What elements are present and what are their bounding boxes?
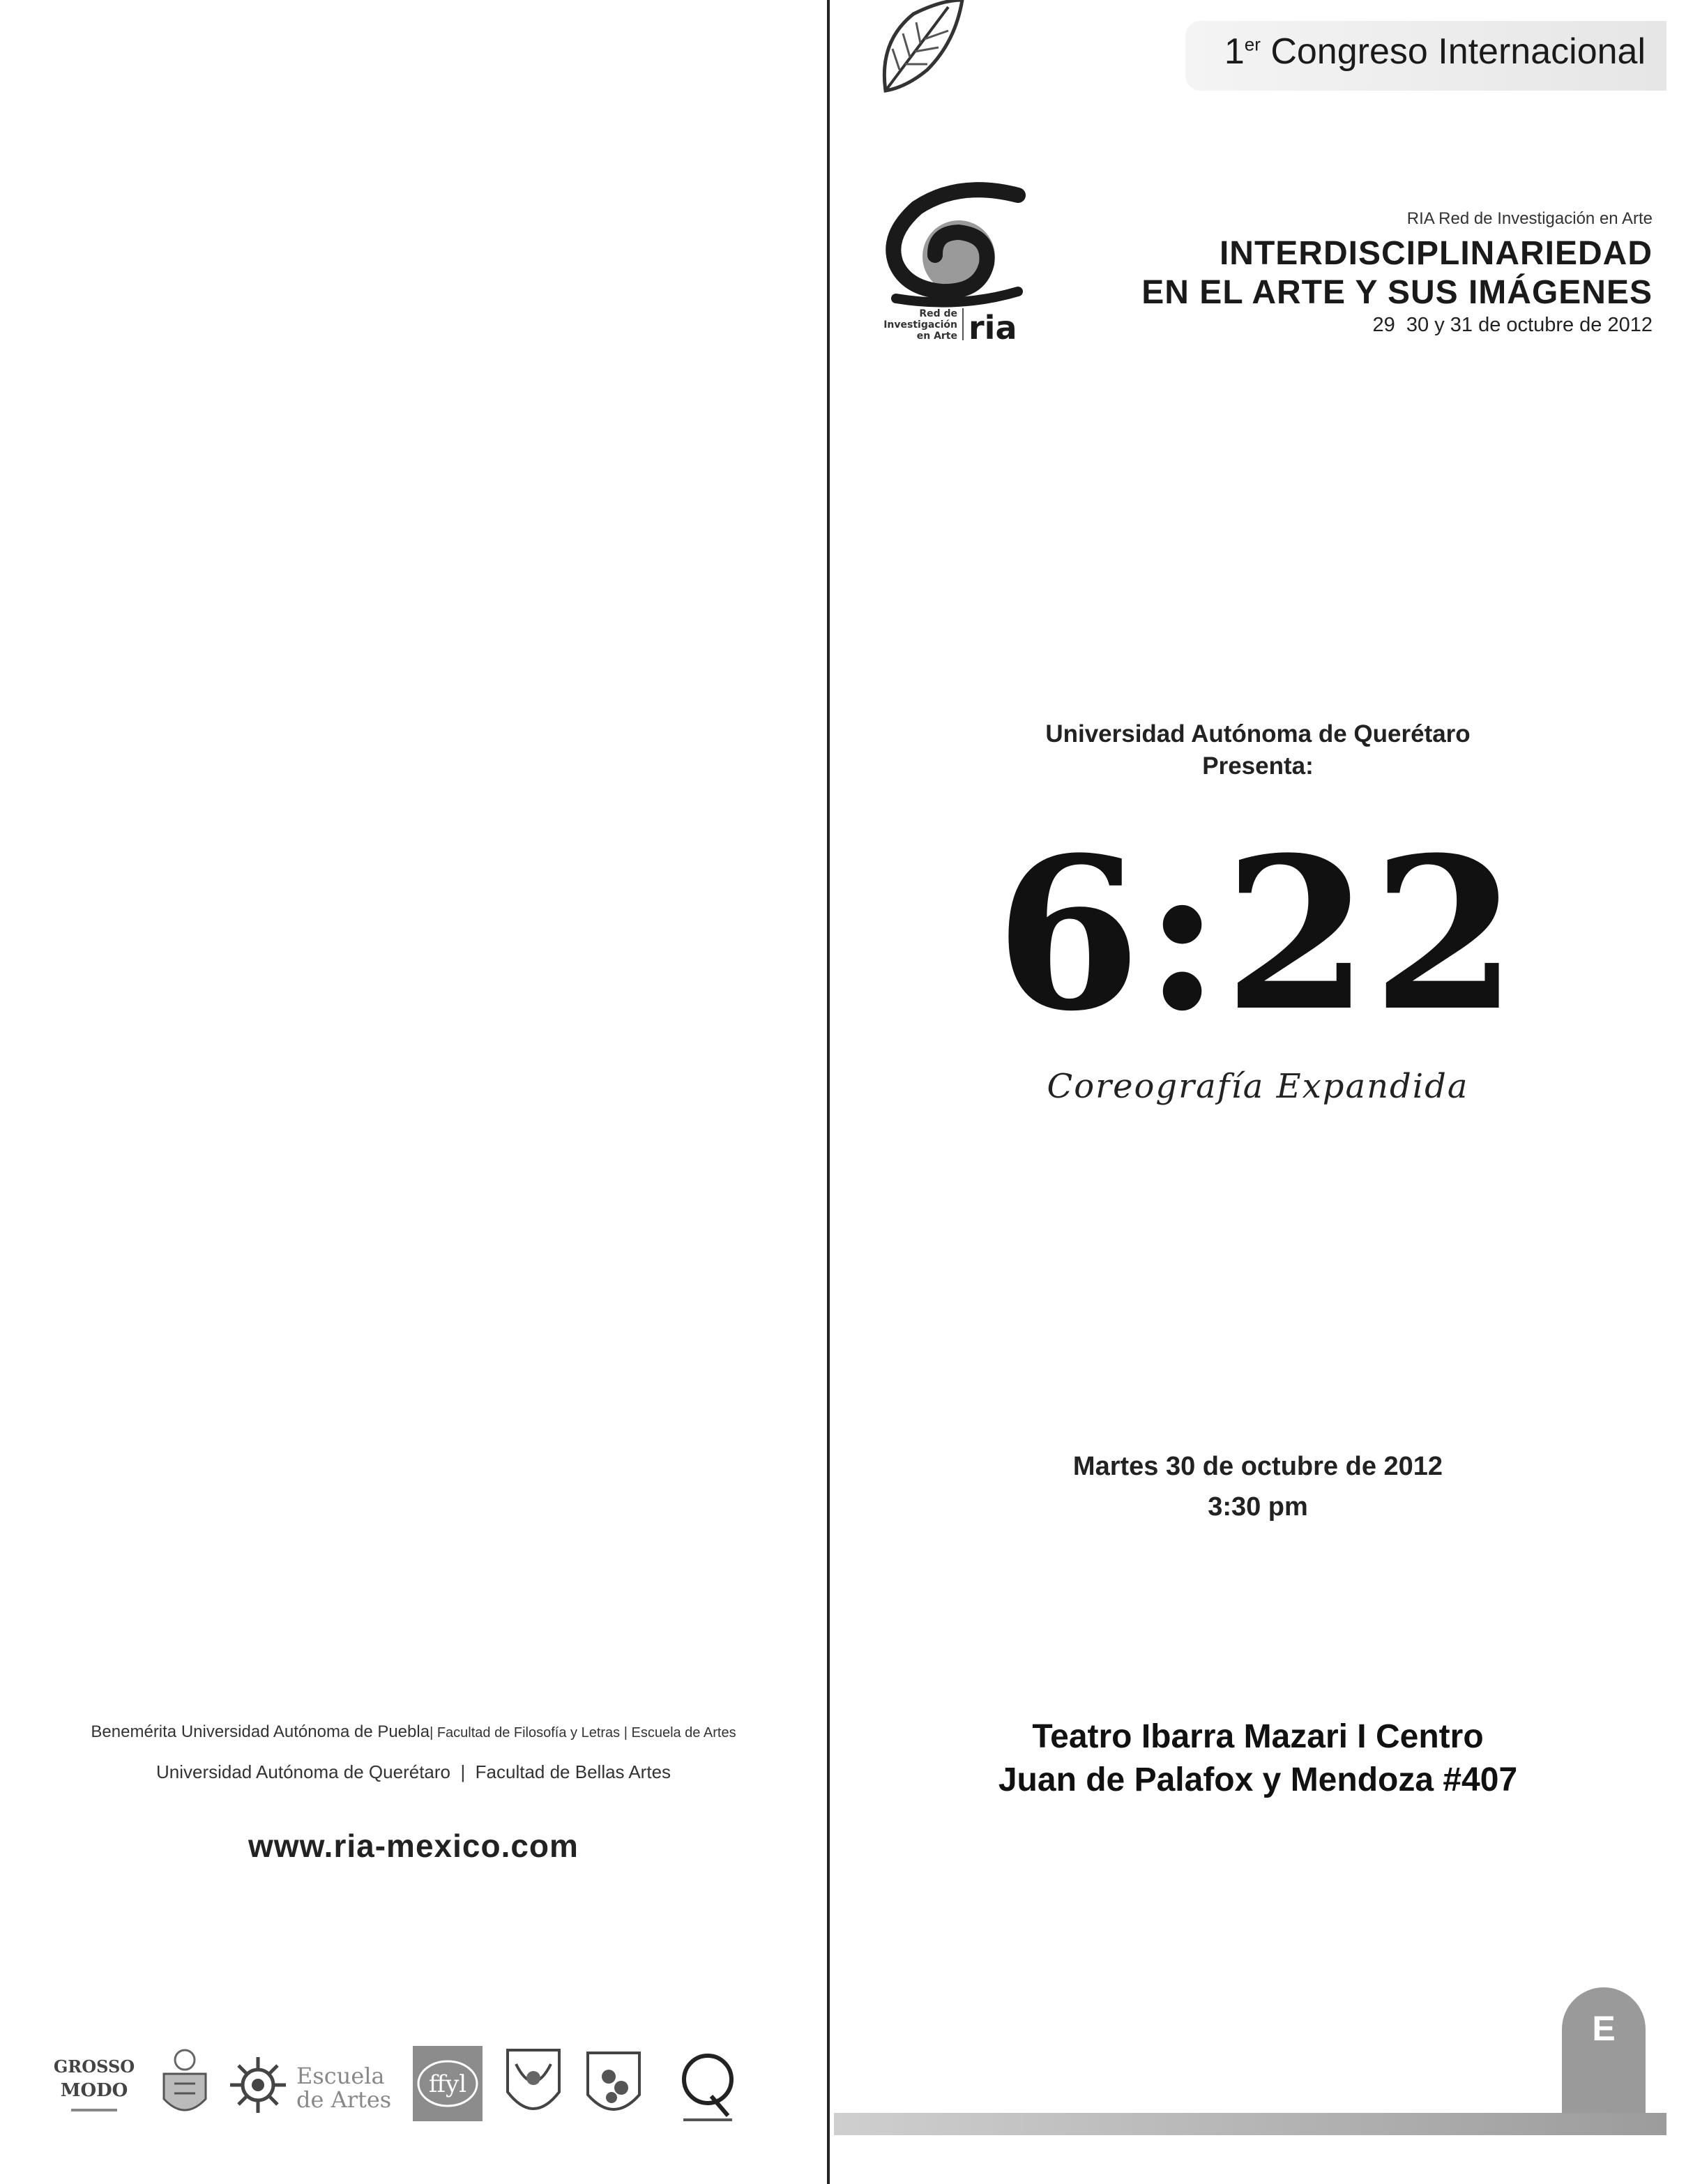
institution-line-2: Universidad Autónoma de Querétaro | Facultad de Bellas Artes <box>155 1761 671 1782</box>
conference-header <box>1025 209 1653 337</box>
institution-line-1 <box>0 1722 827 1742</box>
congress-label: Congreso Internacional <box>1270 31 1646 72</box>
event-datetime <box>830 1446 1686 1527</box>
ria-logo <box>875 180 1042 347</box>
conference-title-line-2: EN EL ARTE Y SUS IMÁGENES <box>1141 274 1653 311</box>
ria-logo-line-2: Investigación <box>883 319 957 331</box>
faculty-crest-icon <box>502 2043 565 2127</box>
presenter-block <box>830 718 1686 782</box>
network-name: RIA Red de Investigación en Arte <box>1406 209 1653 228</box>
escuela-logo-word-2: de Artes <box>296 2086 392 2113</box>
congress-number: 1 <box>1224 31 1245 72</box>
performance-title: 6:22 <box>995 811 1521 1057</box>
performance-subtitle: Coreografía Expandida <box>1047 1067 1469 1106</box>
ria-logo-abbr: ria <box>969 309 1017 347</box>
presenter-university: Universidad Autónoma de Querétaro <box>1045 720 1471 748</box>
grosso-logo-word-2: MODO <box>60 2080 128 2101</box>
university-crest-icon <box>153 2043 216 2127</box>
institution-puebla: Benemérita Universidad Autónoma de Puebla <box>91 1722 430 1741</box>
ffyl-logo <box>411 2043 485 2127</box>
leaf-icon <box>872 0 969 98</box>
congress-title <box>1199 31 1646 73</box>
ria-logo-line-1: Red de <box>919 308 957 319</box>
escuela-de-artes-logo <box>230 2043 397 2127</box>
escuela-logo-word-1: Escuela <box>296 2063 385 2089</box>
congress-ordinal: er <box>1244 33 1261 55</box>
event-date: Martes 30 de octubre de 2012 <box>1072 1452 1443 1481</box>
section-letter: E <box>1592 2009 1616 2048</box>
conference-dates: 29 30 y 31 de octubre de 2012 <box>1372 314 1653 336</box>
event-time: 3:30 pm <box>1208 1492 1308 1522</box>
grosso-modo-logo <box>53 2043 135 2127</box>
venue-address: Juan de Palafox y Mendoza #407 <box>998 1761 1518 1798</box>
conference-title-line-1: INTERDISCIPLINARIEDAD <box>1219 235 1653 272</box>
institutions-block <box>0 1722 827 1783</box>
venue-name: Teatro Ibarra Mazari I Centro <box>1032 1718 1484 1755</box>
ffyl-logo-word: ffyl <box>428 2070 467 2098</box>
presenter-label: Presenta: <box>1202 752 1314 780</box>
website-link[interactable]: www.ria-mexico.com <box>248 1828 579 1864</box>
institution-puebla-faculties: | Facultad de Filosofía y Letras | Escuela de Artes <box>430 1725 736 1741</box>
ria-logo-line-3: en Arte <box>916 331 957 342</box>
arte-contemporaneo-logo <box>669 2043 746 2127</box>
university-seal-icon <box>582 2043 645 2127</box>
sponsor-logos <box>53 2043 781 2141</box>
venue-block <box>830 1715 1686 1802</box>
bottom-bar <box>834 2113 1666 2135</box>
grosso-logo-word-1: GROSSO <box>53 2056 135 2077</box>
